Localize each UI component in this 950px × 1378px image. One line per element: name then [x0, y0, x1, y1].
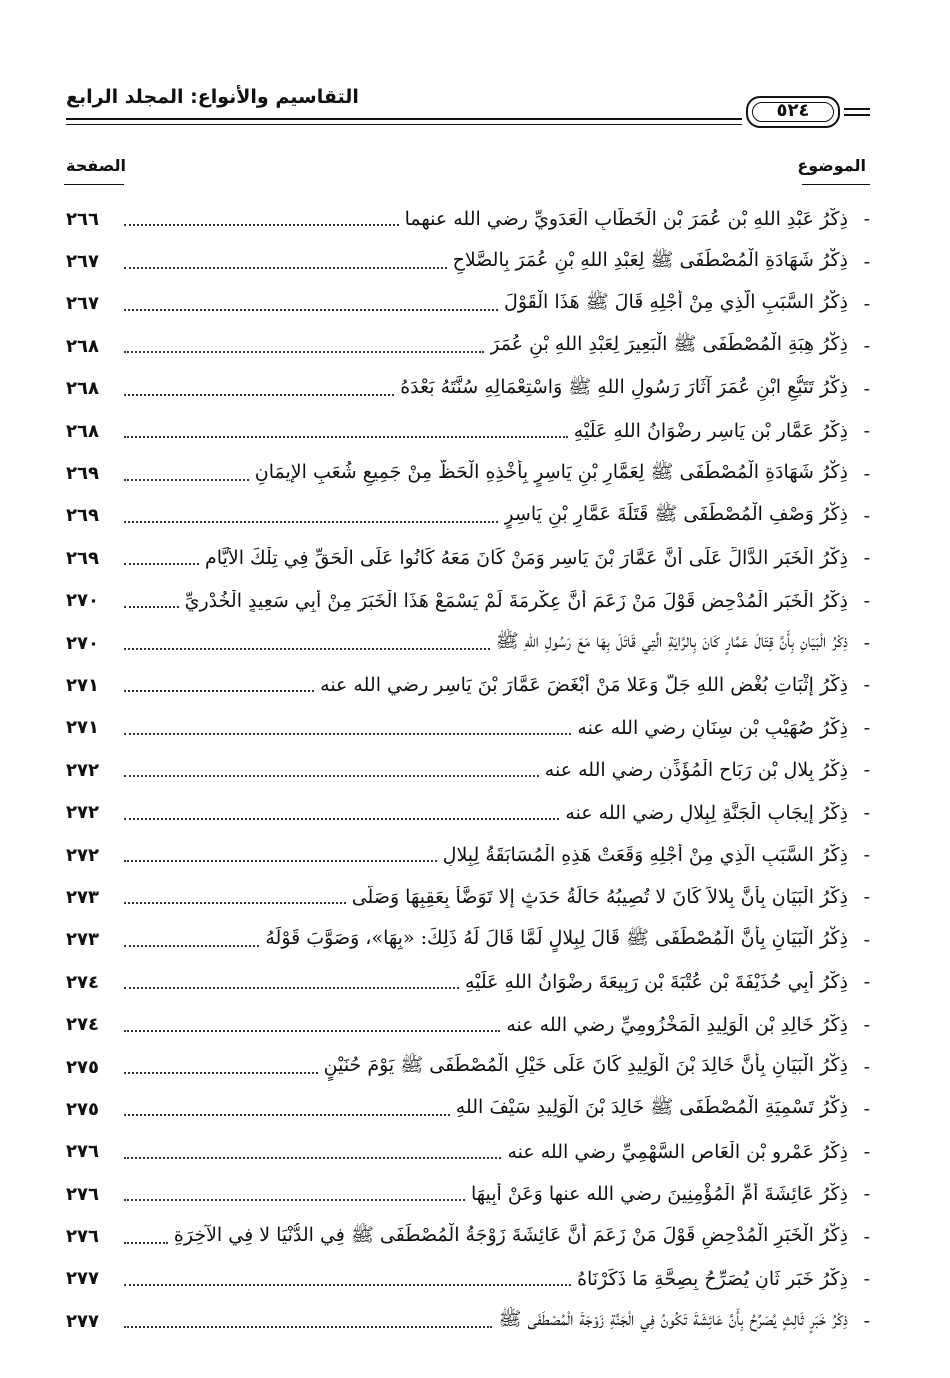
bullet-dash: - — [863, 504, 870, 527]
toc-row[interactable] — [66, 537, 870, 579]
toc-row[interactable] — [66, 240, 870, 282]
entry-page-number: ٢٧٠ — [66, 590, 99, 612]
toc-row[interactable] — [66, 622, 870, 664]
dot-leader — [124, 775, 539, 777]
bullet-dash: - — [863, 801, 870, 824]
page-number: ٥٢٤ — [776, 100, 810, 121]
bullet-dash: - — [863, 208, 870, 231]
entry-title: ذِكْرُ خَبَرٍ ثَالِثٍ يُصَرِّحُ بِأَنَّ عَائِشَةَ تَكُونُ فِي الْجَنَّةِ زَوْجَةَ الْمُصْطَفَى ﷺ — [498, 1308, 848, 1331]
dot-leader — [124, 987, 459, 989]
dot-leader — [124, 394, 394, 396]
toc-row[interactable] — [66, 283, 870, 325]
dot-leader — [124, 309, 498, 311]
entry-title: ذِكْرُ السَّبَبِ الَّذِي مِنْ أَجْلِهِ قَالَ ﷺ هَذَا الْقَوْلَ — [504, 290, 848, 313]
entry-page-number: ٢٧٤ — [66, 1014, 99, 1036]
dot-leader — [124, 1030, 500, 1032]
entry-title: ذِكْرُ بِلالِ بْنِ رَبَاحٍ الْمُؤَذِّنِ رضي الله عنه — [544, 759, 848, 782]
entry-title: ذِكْرُ صُهَيْبِ بْنِ سِنَانٍ رضي الله عنه — [577, 716, 848, 739]
toc-row[interactable] — [66, 1131, 870, 1173]
toc-row[interactable] — [66, 664, 870, 706]
entry-page-number: ٢٦٩ — [66, 547, 99, 569]
dot-leader — [124, 902, 346, 904]
toc-row[interactable] — [66, 452, 870, 494]
entry-page-number: ٢٦٨ — [66, 335, 99, 357]
dot-leader — [124, 1326, 492, 1328]
entry-title: ذِكْرُ السَّبَبِ الَّذِي مِنْ أَجْلِهِ وَقَعَتْ هَذِهِ الْمُسَابَقَةُ لِبِلالٍ — [442, 844, 848, 867]
entry-page-number: ٢٧٢ — [66, 844, 99, 866]
toc-row[interactable] — [66, 1258, 870, 1300]
header-rule — [66, 118, 742, 120]
toc-row[interactable] — [66, 495, 870, 537]
bullet-dash: - — [863, 1098, 870, 1121]
entry-page-number: ٢٧٢ — [66, 802, 99, 824]
entry-page-number: ٢٧٤ — [66, 971, 99, 993]
dot-leader — [124, 1114, 450, 1116]
toc-row[interactable] — [66, 876, 870, 918]
entry-title: ذِكْرُ شَهَادَةِ الْمُصْطَفَى ﷺ لِعَبْدِ اللهِ بْنِ عُمَرَ بِالصَّلاحِ — [452, 248, 848, 271]
bullet-dash: - — [863, 462, 870, 485]
header-rule-short — [844, 108, 870, 110]
entry-page-number: ٢٧٦ — [66, 1141, 99, 1163]
dot-leader — [124, 945, 259, 947]
entry-page-number: ٢٦٨ — [66, 378, 99, 400]
bullet-dash: - — [863, 674, 870, 697]
toc-row[interactable] — [66, 961, 870, 1003]
dot-leader — [124, 690, 314, 692]
dot-leader — [124, 1157, 501, 1159]
entry-title: ذِكْرُ الْبَيَانِ بِأَنَّ بِلالاً كَانَ لا تُصِيبُهُ حَالَةُ حَدَثٍ إِلا تَوَضَّأَ بِعَقِبِهَا وَصَلَّى — [351, 886, 848, 909]
dot-leader — [124, 436, 568, 438]
entry-page-number: ٢٧٥ — [66, 1098, 99, 1120]
toc-row[interactable] — [66, 1300, 870, 1342]
entry-page-number: ٢٦٦ — [66, 208, 99, 230]
entry-page-number: ٢٧٣ — [66, 929, 99, 951]
entry-title: ذِكْرُ الْخَبَرِ الْمُدْحِضِ قَوْلَ مَنْ زَعَمَ أَنَّ عِكْرِمَةَ لَمْ يَسْمَعْ هَذَا الْخَبَرَ مِنْ أَبِي سَعِيدٍ الْخُدْرِيِّ — [184, 589, 848, 612]
entry-page-number: ٢٧٧ — [66, 1310, 99, 1332]
entry-page-number: ٢٧٧ — [66, 1268, 99, 1290]
entry-title: ذِكْرُ الْبَيَانِ بِأَنَّ خَالِدَ بْنَ الْوَلِيدِ كَانَ عَلَى خَيْلِ الْمُصْطَفَى ﷺ يَوْمَ حُنَيْنٍ — [323, 1054, 848, 1076]
dot-leader — [124, 1072, 318, 1074]
bullet-dash: - — [863, 971, 870, 994]
bullet-dash: - — [863, 250, 870, 273]
entry-page-number: ٢٧١ — [66, 717, 99, 739]
dot-leader — [124, 479, 249, 481]
entry-page-number: ٢٧٦ — [66, 1183, 99, 1205]
page-column-heading: الصفحة — [66, 156, 127, 175]
entry-page-number: ٢٧٣ — [66, 886, 99, 908]
entry-page-number: ٢٦٧ — [66, 293, 99, 315]
dot-leader — [124, 1284, 571, 1286]
entry-title: ذِكْرُ وَصْفِ الْمُصْطَفَى ﷺ قَتَلَةَ عَمَّارِ بْنِ يَاسِرٍ — [504, 502, 848, 525]
bullet-dash: - — [863, 589, 870, 612]
header-rule-short-2 — [844, 114, 870, 116]
dot-leader — [124, 224, 399, 226]
bullet-dash: - — [863, 886, 870, 909]
toc-row[interactable] — [66, 410, 870, 452]
entry-title: ذِكْرُ عَبْدِ اللهِ بْنِ عُمَرَ بْنِ الْخَطَّابِ الْعَدَوِيِّ رضي الله عنهما — [404, 208, 848, 231]
bullet-dash: - — [863, 1140, 870, 1163]
bullet-dash: - — [863, 292, 870, 315]
toc-row[interactable] — [66, 707, 870, 749]
entry-title: ذِكْرُ إِيجَابِ الْجَنَّةِ لِبِلالٍ رضي الله عنه — [565, 801, 848, 824]
dot-leader — [124, 563, 199, 565]
entry-title: ذِكْرُ عَمَّارِ بْنِ يَاسِرٍ رِضْوَانُ اللهِ عَلَيْهِ — [573, 420, 848, 443]
entry-title: ذِكْرُ شَهَادَةِ الْمُصْطَفَى ﷺ لِعَمَّارِ بْنِ يَاسِرٍ بِأَخْذِهِ الْحَظَّ مِنْ جَمِيعِ شُعَبِ الإيمَانِ — [254, 460, 848, 483]
toc-row[interactable] — [66, 1003, 870, 1045]
entry-title: ذِكْرُ عَمْرِو بْنِ الْعَاصِ السَّهْمِيِّ رضي الله عنه — [507, 1140, 848, 1163]
entry-page-number: ٢٧٠ — [66, 632, 99, 654]
dot-leader — [124, 733, 571, 735]
bullet-dash: - — [863, 844, 870, 867]
bullet-dash: - — [863, 335, 870, 358]
page-number-frame — [746, 96, 840, 128]
entry-page-number: ٢٦٩ — [66, 505, 99, 527]
dot-leader — [124, 860, 437, 862]
bullet-dash: - — [863, 1183, 870, 1206]
toc-row[interactable] — [66, 919, 870, 961]
entry-page-number: ٢٧٦ — [66, 1226, 99, 1248]
entry-title: ذِكْرُ هِبَةِ الْمُصْطَفَى ﷺ الْبَعِيرَ لِعَبْدِ اللهِ بْنِ عُمَرَ — [490, 333, 848, 356]
dot-leader — [124, 818, 559, 820]
topic-heading-underline — [802, 184, 870, 185]
dot-leader — [124, 648, 490, 650]
dot-leader — [124, 267, 447, 269]
toc-row[interactable] — [66, 580, 870, 622]
bullet-dash: - — [863, 928, 870, 951]
dot-leader — [124, 606, 179, 608]
entry-title: ذِكْرُ الْخَبَرِ الْمُدْحِضِ قَوْلَ مَنْ زَعَمَ أَنَّ عَائِشَةَ زَوْجَةُ الْمُصْطَفَى ﷺ فِي الدُّنْيَا لا فِي الآخِرَةِ — [173, 1223, 848, 1246]
dot-leader — [124, 521, 498, 523]
dot-leader — [124, 351, 484, 353]
toc-list — [66, 198, 870, 1343]
entry-title: ذِكْرُ إِثْبَاتِ بُغْضِ اللهِ جَلَّ وَعَلا مَنْ أَبْغَضَ عَمَّارَ بْنَ يَاسِرٍ رضي الله عنه — [320, 674, 848, 697]
bullet-dash: - — [863, 1056, 870, 1078]
entry-page-number: ٢٦٩ — [66, 463, 99, 485]
toc-row[interactable] — [66, 368, 870, 410]
entry-title: ذِكْرُ خَبَرٍ ثَانٍ يُصَرِّحُ بِصِحَّةِ مَا ذَكَرْنَاهُ — [577, 1267, 848, 1290]
toc-row[interactable] — [66, 198, 870, 240]
entry-title: ذِكْرُ أَبِي حُذَيْفَةَ بْنِ عُتْبَةَ بْنِ رَبِيعَةَ رِضْوَانُ اللهِ عَلَيْهِ — [464, 971, 848, 994]
bullet-dash: - — [863, 759, 870, 782]
entry-title: ذِكْرُ الْبَيَانِ بِأَنَّ الْمُصْطَفَى ﷺ قَالَ لِبِلالٍ لَمَّا قَالَ لَهُ ذَلِكَ: «بِهَا»، وَصَوَّبَ قَوْلَهُ — [265, 926, 848, 949]
toc-row[interactable] — [66, 1088, 870, 1130]
bullet-dash: - — [863, 547, 870, 570]
entry-title: ذِكْرُ عَائِشَةَ أُمِّ الْمُؤْمِنِينَ رضي الله عنها وَعَنْ أَبِيهَا — [470, 1183, 848, 1206]
topic-column-heading: الموضوع — [797, 156, 866, 175]
toc-row[interactable] — [66, 791, 870, 833]
entry-page-number: ٢٦٧ — [66, 251, 99, 273]
dot-leader — [124, 1242, 168, 1244]
bullet-dash: - — [863, 1267, 870, 1290]
toc-row[interactable] — [66, 1215, 870, 1257]
bullet-dash: - — [863, 1310, 870, 1333]
page-header — [66, 82, 870, 132]
bullet-dash: - — [863, 420, 870, 443]
bullet-dash: - — [863, 1225, 870, 1248]
entry-page-number: ٢٧٥ — [66, 1056, 99, 1078]
toc-row[interactable] — [66, 1046, 870, 1088]
entry-page-number: ٢٧٢ — [66, 759, 99, 781]
bullet-dash: - — [863, 632, 870, 655]
toc-row[interactable] — [66, 834, 870, 876]
bullet-dash: - — [863, 716, 870, 739]
page-heading-underline — [64, 184, 124, 185]
entry-title: ذِكْرُ الْبَيَانِ بِأَنَّ قِتَالَ عَمَّارٍ كَانَ بِالرَّايَةِ الَّتِي قَاتَلَ بِهَا مَعَ رَسُولِ اللهِ ﷺ — [495, 630, 848, 653]
entry-title: ذِكْرُ تَسْمِيَةِ الْمُصْطَفَى ﷺ خَالِدَ بْنَ الْوَلِيدِ سَيْفَ اللهِ — [455, 1096, 848, 1119]
header-rule-thin — [66, 124, 742, 125]
toc-row[interactable] — [66, 325, 870, 367]
bullet-dash: - — [863, 377, 870, 400]
running-title: التقاسيم والأنواع: المجلد الرابع — [66, 86, 359, 108]
entry-title: ذِكْرُ الْخَبَرِ الدَّالِّ عَلَى أَنَّ عَمَّارَ بْنَ يَاسِرٍ وَمَنْ كَانَ مَعَهُ كَانُوا عَلَى الْحَقِّ فِي تِلْكَ الأَيَّامِ — [205, 547, 848, 570]
entry-title: ذِكْرُ خَالِدِ بْنِ الْوَلِيدِ الْمَخْزُومِيِّ رضي الله عنه — [506, 1013, 848, 1036]
toc-row[interactable] — [66, 749, 870, 791]
entry-page-number: ٢٦٨ — [66, 420, 99, 442]
entry-title: ذِكْرُ تَتَبُّعِ ابْنِ عُمَرَ آثَارَ رَسُولِ اللهِ ﷺ وَاسْتِعْمَالِهِ سُنَّتَهُ بَعْدَهُ — [400, 375, 848, 398]
dot-leader — [124, 1199, 465, 1201]
entry-page-number: ٢٧١ — [66, 674, 99, 696]
bullet-dash: - — [863, 1013, 870, 1036]
toc-row[interactable] — [66, 1173, 870, 1215]
